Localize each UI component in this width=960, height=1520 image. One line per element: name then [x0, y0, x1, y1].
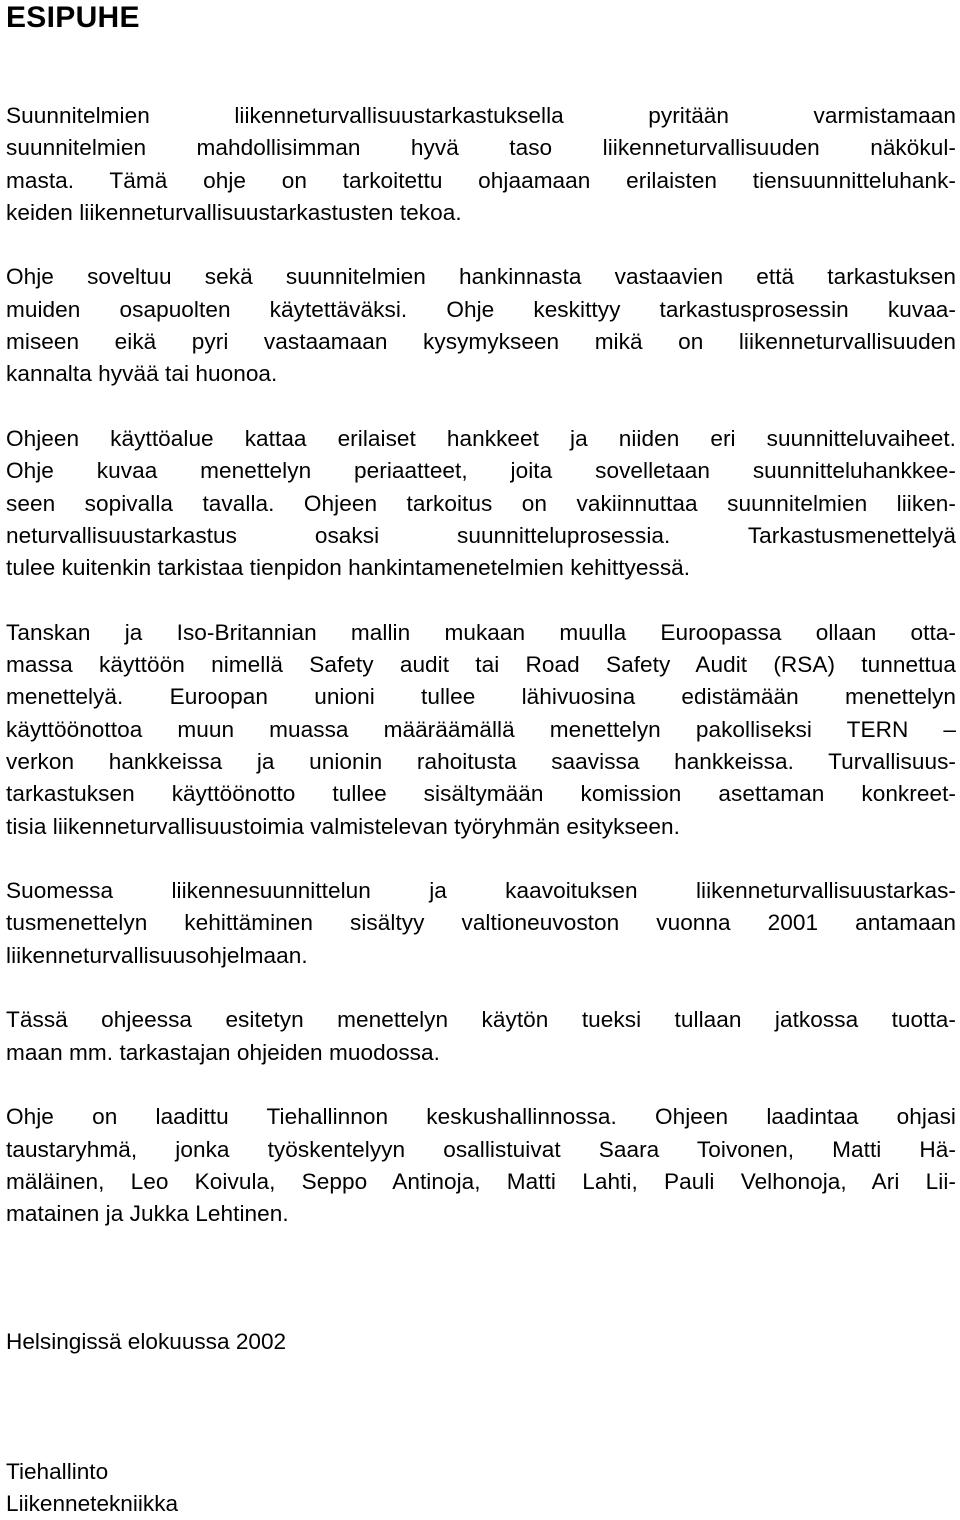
text-line: taustaryhmä, jonka työskentelyyn osallistuivat Saara Toivonen, Matti Hä-: [6, 1136, 956, 1162]
paragraph-1: [6, 100, 956, 229]
body-text: [6, 100, 956, 1230]
place-date: Helsingissä elokuussa 2002: [6, 1329, 287, 1354]
text-line: massa käyttöön nimellä Safety audit tai Road Safety Audit (RSA) tunnettua: [6, 652, 956, 678]
text-line: miseen eikä pyri vastaamaan kysymykseen mikä on liikenneturvallisuuden: [6, 329, 956, 355]
text-line: keiden liikenneturvallisuustarkastusten tekoa.: [6, 199, 462, 225]
text-line: seen sopivalla tavalla. Ohjeen tarkoitus on vakiinnuttaa suunnitelmien liiken-: [6, 490, 956, 516]
text-line: Ohjeen käyttöalue kattaa erilaiset hankkeet ja niiden eri suunnitteluvaiheet.: [6, 425, 956, 451]
text-line: matainen ja Jukka Lehtinen.: [6, 1201, 289, 1227]
paragraph-6: [6, 1004, 956, 1069]
text-line: tusmenettelyn kehittäminen sisältyy valtioneuvoston vuonna 2001 antamaan: [6, 910, 956, 936]
text-line: tisia liikenneturvallisuustoimia valmistelevan työryhmän esitykseen.: [6, 813, 680, 839]
text-line: tarkastuksen käyttöönotto tullee sisältymään komission asettaman konkreet-: [6, 781, 956, 807]
text-line: kannalta hyvää tai huonoa.: [6, 361, 278, 387]
text-line: maan mm. tarkastajan ohjeiden muodossa.: [6, 1039, 440, 1065]
text-line: Suunnitelmien liikenneturvallisuustarkastuksella pyritään varmistamaan: [6, 103, 956, 128]
paragraph-5: [6, 875, 956, 972]
text-line: Ohje on laadittu Tiehallinnon keskushallinnossa. Ohjeen laadintaa ohjasi: [6, 1104, 956, 1130]
text-line: Ohje soveltuu sekä suunnitelmien hankinnasta vastaavien että tarkastuksen: [6, 264, 956, 290]
text-line: menettelyä. Euroopan unioni tullee lähivuosina edistämään menettelyn: [6, 684, 956, 710]
paragraph-4: [6, 617, 956, 843]
signature-organization: Tiehallinto: [6, 1459, 109, 1484]
paragraph-3: [6, 423, 956, 584]
text-line: muiden osapuolten käytettäväksi. Ohje keskittyy tarkastusprosessin kuvaa-: [6, 296, 956, 322]
text-line: Tässä ohjeessa esitetyn menettelyn käytön tueksi tullaan jatkossa tuotta-: [6, 1007, 956, 1033]
text-line: verkon hankkeissa ja unionin rahoitusta saavissa hankkeissa. Turvallisuus-: [6, 748, 956, 774]
text-line: liikenneturvallisuusohjelmaan.: [6, 942, 308, 968]
text-line: Ohje kuvaa menettelyn periaatteet, joita sovelletaan suunnitteluhankkee-: [6, 458, 956, 484]
text-line: mäläinen, Leo Koivula, Seppo Antinoja, Matti Lahti, Pauli Velhonoja, Ari Lii-: [6, 1168, 956, 1194]
paragraph-2: [6, 261, 956, 390]
text-line: masta. Tämä ohje on tarkoitettu ohjaamaan erilaisten tiensuunnitteluhank-: [6, 167, 956, 193]
text-line: tulee kuitenkin tarkistaa tienpidon hankintamenetelmien kehittyessä.: [6, 555, 691, 581]
signature-unit: Liikennetekniikka: [6, 1491, 179, 1516]
text-line: Tanskan ja Iso-Britannian mallin mukaan muulla Euroopassa ollaan otta-: [6, 619, 956, 645]
text-line: neturvallisuustarkastus osaksi suunnitteluprosessia. Tarkastusmenettelyä: [6, 522, 956, 548]
paragraph-7: [6, 1101, 956, 1230]
text-line: suunnitelmien mahdollisimman hyvä taso liikenneturvallisuuden näkökul-: [6, 135, 956, 161]
text-line: Suomessa liikennesuunnittelun ja kaavoituksen liikenneturvallisuustarkas-: [6, 878, 956, 904]
page-title: ESIPUHE: [6, 1, 140, 34]
text-line: käyttöönottoa muun muassa määräämällä menettelyn pakolliseksi TERN –: [6, 716, 956, 742]
